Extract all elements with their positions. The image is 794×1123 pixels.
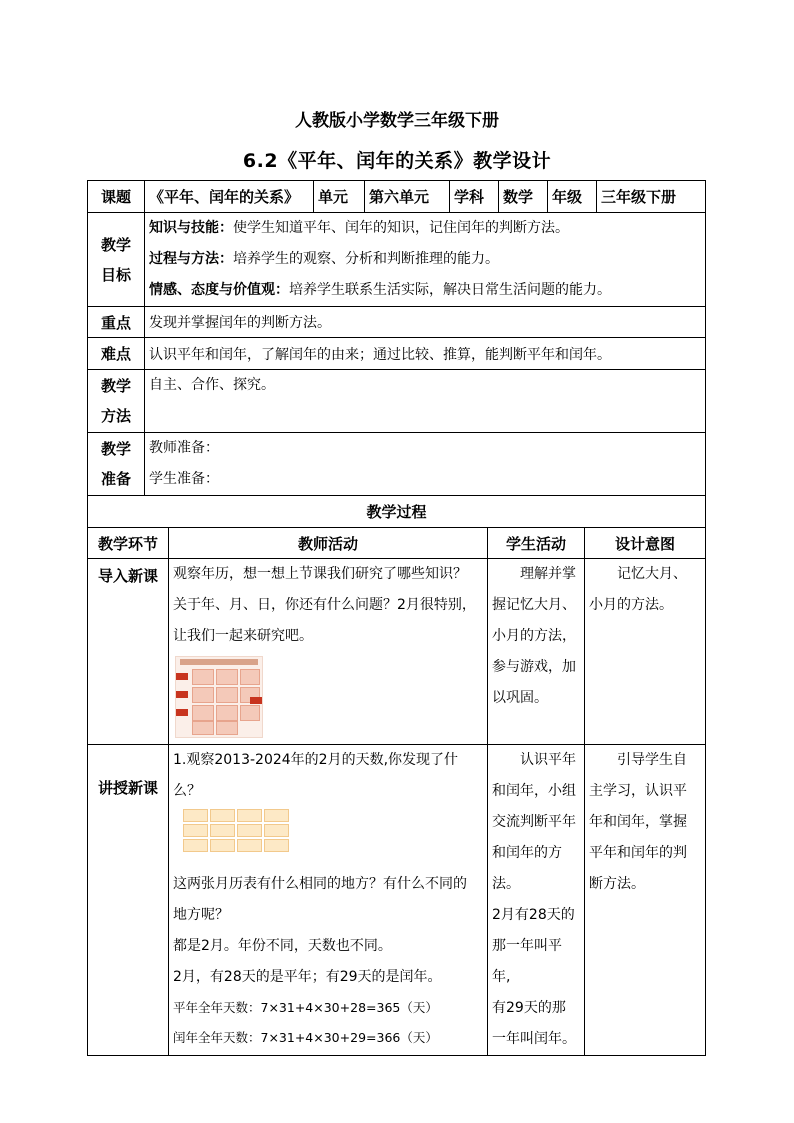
teach-intent-line: 主学习，认识平 [589,783,687,799]
process-title: 教学过程 [88,496,706,528]
objectives-label [88,213,145,307]
topic-label: 课题 [88,181,145,213]
unit-value: 第六单元 [365,181,450,213]
teach-intent-line: 断方法。 [589,876,645,892]
knowledge-text: 使学生知道平年、闰年的知识，记住闰年的判断方法。 [233,220,569,236]
document-title: 人教版小学数学三年级下册 [295,111,499,131]
teach-teacher-line: 1.观察2013-2024年的2月的天数,你发现了什么？ [173,752,459,799]
preparation-label-text: 教学准备 [100,440,131,488]
intro-intent-line: 记忆大月、 [617,566,687,582]
teach-intent-line: 平年和闰年的判 [589,845,687,861]
preparation-label [88,433,145,496]
teacher-prep: 教师准备： [149,440,219,456]
emotion-text: 培养学生联系生活实际，解决日常生活问题的能力。 [289,282,611,298]
teach-student [488,745,585,1056]
header-student: 学生活动 [488,528,585,559]
teach-student-line: 和闰年，小组 [492,783,576,799]
preparation-content [145,433,706,496]
teach-student-line: 2月有28天的 [492,907,575,923]
intro-student-line: 参与游戏，加 [492,659,576,675]
subject-value: 数学 [499,181,548,213]
knowledge-heading: 知识与技能： [149,220,233,236]
objectives-label-text: 教学目标 [100,235,131,284]
difficulty-text: 认识平年和闰年，了解闰年的由来；通过比较、推算，能判断平年和闰年。 [145,338,706,370]
topic-value: 《平年、闰年的关系》 [145,181,314,213]
header-intent: 设计意图 [585,528,706,559]
teach-student-line: 认识平年 [520,752,576,768]
intro-student-line: 以巩固。 [492,690,548,706]
emotion-heading: 情感、态度与价值观： [149,282,289,298]
intro-student-line: 小月的方法， [492,628,576,644]
teach-intent [585,745,706,1056]
intro-student-line: 握记忆大月、 [492,597,576,613]
header-stage: 教学环节 [88,528,169,559]
student-prep: 学生准备： [149,471,219,487]
intro-intent-line: 小月的方法。 [589,597,673,613]
teach-intent-line: 年和闰年，掌握 [589,814,687,830]
teach-teacher-line: 闰年全年天数：7×31+4×30+29=366（天） [173,1030,438,1045]
teach-student-line: 有29天的那 [492,1000,566,1016]
intro-teacher-line: 关于年、月、日，你还有什么问题？2月很特别， [173,597,476,613]
teach-teacher [169,745,488,1056]
teach-teacher-line: 地方呢？ [173,907,229,923]
grade-value: 三年级下册 [597,181,706,213]
method-label-text: 教学方法 [100,377,131,425]
intro-student-line: 理解并掌 [520,566,576,582]
document-subtitle: 6.2《平年、闰年的关系》教学设计 [242,150,552,172]
process-text: 培养学生的观察、分析和判断推理的能力。 [233,251,499,267]
teach-teacher-line: 都是2月。年份不同，天数也不同。 [173,938,392,954]
grade-label: 年级 [548,181,597,213]
teach-teacher-line: 这两张月历表有什么相同的地方？有什么不同的 [173,876,467,892]
intro-stage: 导入新课 [88,559,169,745]
teach-student-line: 那一年叫平年, [492,938,562,985]
unit-label: 单元 [314,181,365,213]
teach-intent-line: 引导学生自 [617,752,687,768]
objectives-content [145,213,706,307]
february-calendars-image [183,809,293,865]
method-text: 自主、合作、探究。 [145,370,706,433]
header-teacher: 教师活动 [169,528,488,559]
intro-teacher-line: 让我们一起来研究吧。 [173,628,313,644]
intro-student [488,559,585,745]
teach-student-line: 交流判断平年 [492,814,576,830]
teach-teacher-line: 2月，有28天的是平年；有29天的是闰年。 [173,969,442,985]
teach-student-line: 一年叫闰年。 [492,1031,576,1047]
subject-label: 学科 [450,181,499,213]
teach-teacher-line: 平年全年天数：7×31+4×30+28=365（天） [173,1000,438,1015]
teach-student-line: 和闰年的方法。 [492,845,562,892]
teach-stage: 讲授新课 [88,745,169,1056]
process-table [87,495,706,1056]
intro-teacher-line: 观察年历，想一想上节课我们研究了哪些知识？ [173,566,467,582]
key-point-text: 发现并掌握闰年的判断方法。 [145,307,706,338]
intro-intent [585,559,706,745]
difficulty-label: 难点 [88,338,145,370]
info-table [87,180,706,496]
intro-teacher [169,559,488,745]
process-heading: 过程与方法： [149,251,233,267]
method-label [88,370,145,433]
key-point-label: 重点 [88,307,145,338]
calendar-image [175,656,263,738]
